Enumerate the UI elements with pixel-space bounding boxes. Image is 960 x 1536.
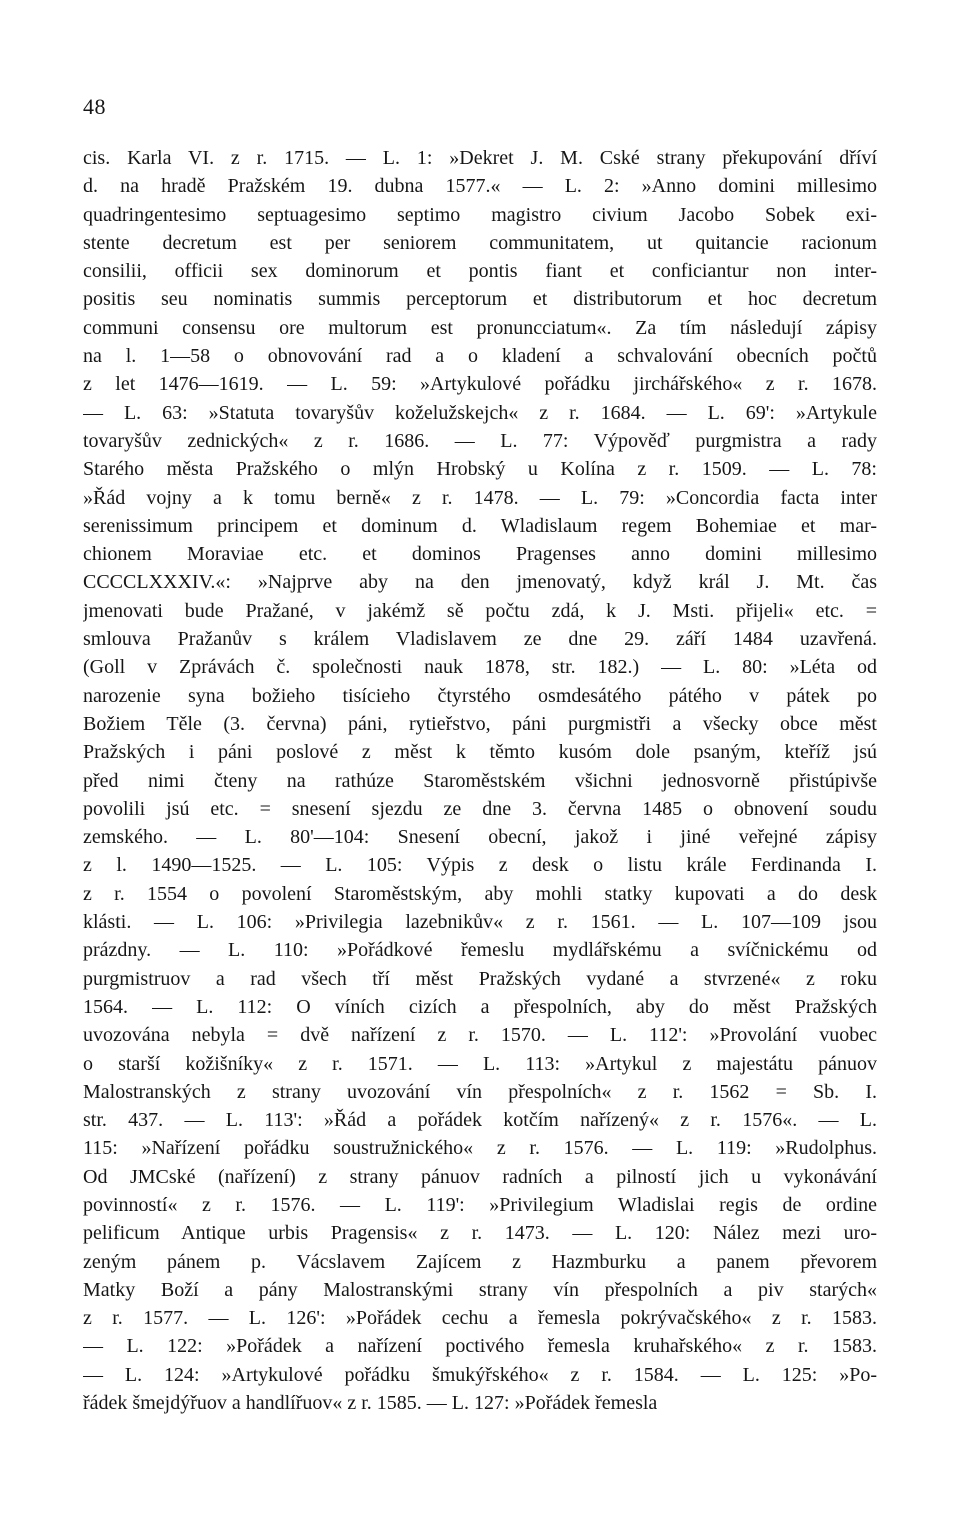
text-line: chionem Moraviae etc. et dominos Pragenses anno domini millesimo [83,543,877,566]
text-line: d. na hradě Pražském 19. dubna 1577.« — L. 2: »Anno domini millesimo [83,175,877,198]
text-line: z r. 1577. — L. 126': »Pořádek cechu a řemesla pokrývačského« z r. 1583. [83,1307,877,1330]
text-line: Starého města Pražského o mlýn Hrobský u Kolína z r. 1509. — L. 78: [83,458,877,481]
text-line: jmenovati bude Pražané, v jakémž sě počtu zdá, k J. Msti. přijeli« etc. = [83,599,877,622]
page-number: 48 [83,94,106,119]
text-line: »Řád vojny a k tomu berně« z r. 1478. — L. 79: »Concordia facta inter [83,486,877,509]
text-line: o starší kožišníky« z r. 1571. — L. 113: »Artykul z majestátu pánuov [83,1052,877,1075]
text-line: uvozována nebyla = dvě nařízení z r. 1570. — L. 112': »Provolání vuobec [83,1024,877,1047]
text-line: 1564. — L. 112: O víních cizích a přespolních, aby do měst Pražských [83,995,877,1018]
text-line: povinností« z r. 1576. — L. 119': »Privilegium Wladislai regis de ordine [83,1193,877,1216]
text-line: Pražských i páni poslové z měst k těmto kusóm dole psaným, kteříž jsú [83,741,877,764]
text-line: — L. 124: »Artykulové pořádku šmukýřského« z r. 1584. — L. 125: »Po- [83,1363,877,1386]
text-line: z l. 1490—1525. — L. 105: Výpis z desk o listu krále Ferdinanda I. [83,854,877,877]
text-line: Od JMCské (nařízení) z strany pánuov radních a pilností jich u vykonávání [83,1165,877,1188]
text-line: str. 437. — L. 113': »Řád a pořádek kotčím nařízený« z r. 1576«. — L. [83,1109,877,1132]
text-line: z let 1476—1619. — L. 59: »Artykulové pořádku jirchářského« z r. 1678. [83,373,877,396]
text-line: purgmistruov a rad všech tří měst Pražských vydané a stvrzené« z roku [83,967,877,990]
text-line: Malostranských z strany uvozování vín přespolních« z r. 1562 = Sb. I. [83,1080,877,1103]
text-line: Matky Boží a pány Malostranskými strany vín přespolních a piv starých« [83,1278,877,1301]
text-line: smlouva Pražanův s králem Vladislavem ze dne 29. září 1484 uzavřená. [83,628,877,651]
text-line: — L. 122: »Pořádek a nařízení poctivého řemesla kruhařského« z r. 1583. [83,1335,877,1358]
body-text [83,144,877,1417]
text-line: 115: »Nařízení pořádku soustružnického« z r. 1576. — L. 119: »Rudolphus. [83,1137,877,1160]
text-line: positis seu nominatis summis perceptorum et distributorum et hoc decretum [83,288,877,311]
text-line: prázdny. — L. 110: »Pořádkové řemeslu mydlářskému a svíčnickému od [83,939,877,962]
text-line: klásti. — L. 106: »Privilegia lazebnikův« z r. 1561. — L. 107—109 jsou [83,911,877,934]
text-line: na l. 1—58 o obnovování rad a o kladení a schvalování obecních počtů [83,345,877,368]
text-line: pelificum Antique urbis Pragensis« z r. 1473. — L. 120: Nález mezi uro- [83,1222,877,1245]
text-line: zeným pánem p. Vácslavem Zajícem z Hazmburku a panem převorem [83,1250,877,1273]
text-line: z r. 1554 o povolení Staroměstským, aby mohli statky kupovati a do desk [83,882,877,905]
text-line: CCCCLXXXIV.«: »Najprve aby na den jmenovatý, když král J. Mt. čas [83,571,877,594]
text-line: tovaryšův zednických« z r. 1686. — L. 77: Výpověď purgmistra a rady [83,429,877,452]
text-line: communi consensu ore multorum est pronuncciatum«. Za tím následují zápisy [83,316,877,339]
text-line: řádek šmejdýřuov a handlířuov« z r. 1585. — L. 127: »Pořádek řemesla [83,1392,658,1415]
text-line: narozenie syna božieho tisícieho čtyrstého osmdesátého pátého v pátek po [83,684,877,707]
text-line: stente decretum est per seniorem communitatem, ut quitancie racionum [83,231,877,254]
text-line: zemského. — L. 80'—104: Snesení obecní, jakož i jiné veřejné zápisy [83,826,877,849]
text-line: cis. Karla VI. z r. 1715. — L. 1: »Dekret J. M. Cské strany překupování dříví [83,147,877,169]
text-line: consilii, officii sex dominorum et pontis fiant et conficiantur non inter- [83,260,877,283]
text-line: serenissimum principem et dominum d. Wladislaum regem Bohemiae et mar- [83,514,877,537]
text-line: před nimi čteny na rathúze Staroměstském všichni jednosvorně přistúpivše [83,769,877,792]
text-line: quadringentesimo septuagesimo septimo magistro civium Jacobo Sobek exi- [83,203,877,226]
text-line: — L. 63: »Statuta tovaryšův koželužskejch« z r. 1684. — L. 69': »Artykule [83,401,877,424]
text-line: (Goll v Zprávách č. společnosti nauk 1878, str. 182.) — L. 80: »Léta od [83,656,877,679]
text-line: Božiem Těle (3. června) páni, rytieřstvo, páni purgmistři a všecky obce měst [83,712,877,735]
text-line: povolili jsú etc. = snesení sjezdu ze dne 3. června 1485 o obnovení soudu [83,797,877,820]
